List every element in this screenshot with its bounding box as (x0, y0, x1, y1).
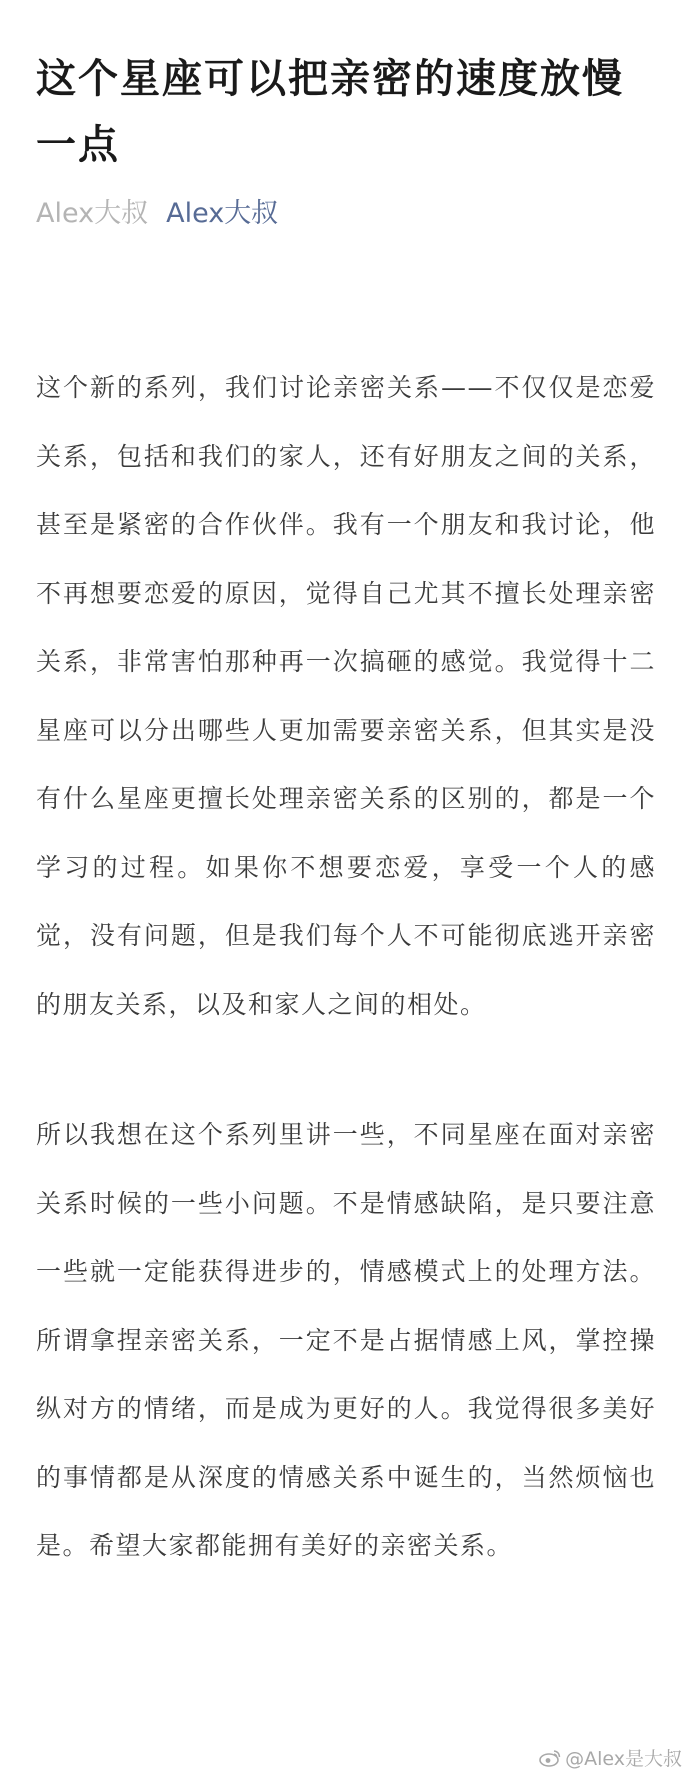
article-paragraph-1: 这个新的系列，我们讨论亲密关系——不仅仅是恋爱关系，包括和我们的家人，还有好朋友之间的关系，甚至是紧密的合作伙伴。我有一个朋友和我讨论，他不再想要恋爱的原因，觉得自己尤其不擅长处理亲密关系，非常害怕那种再一次搞砸的感觉。我觉得十二星座可以分出哪些人更加需要亲密关系，但其实是没有什么星座更擅长处理亲密关系的区别的，都是一个学习的过程。如果你不想要恋爱，享受一个人的感觉，没有问题，但是我们每个人不可能彻底逃开亲密的朋友关系，以及和家人之间的相处。 (36, 373, 656, 1019)
weibo-icon (539, 1749, 561, 1767)
article-title: 这个星座可以把亲密的速度放慢一点 (36, 56, 624, 168)
article-content (36, 354, 656, 1581)
author-name: Alex大叔 (36, 198, 149, 229)
account-name-link[interactable]: Alex大叔 (166, 198, 279, 229)
article-paragraph-2: 所以我想在这个系列里讲一些，不同星座在面对亲密关系时候的一些小问题。不是情感缺陷，是只要注意一些就一定能获得进步的，情感模式上的处理方法。所谓拿捏亲密关系，一定不是占据情感上风，掌控操纵对方的情绪，而是成为更好的人。我觉得很多美好的事情都是从深度的情感关系中诞生的，当然烦恼也是。希望大家都能拥有美好的亲密关系。 (36, 1120, 656, 1560)
weibo-watermark (539, 1744, 682, 1771)
watermark-text: @Alex是大叔 (565, 1748, 682, 1770)
article-meta (36, 192, 278, 236)
paragraph-spacer (36, 1039, 656, 1101)
